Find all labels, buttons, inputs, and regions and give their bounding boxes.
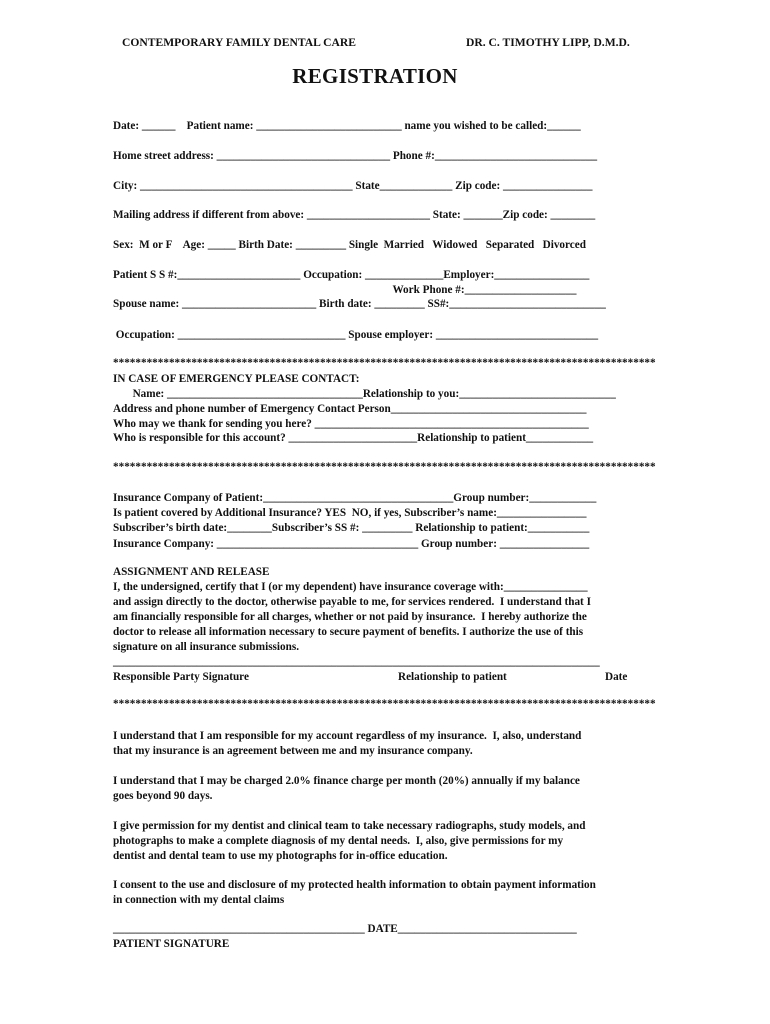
mailing-address-line: Mailing address if different from above: ______________________ State: _______Zip code: ________ bbox=[113, 209, 596, 221]
sex-age-marital-line: Sex: M or F Age: _____ Birth Date: _________ Single Married Widowed Separated Divorced bbox=[113, 239, 586, 251]
spouse-name-line: Spouse name: ________________________ Birth date: _________ SS#:____________________________ bbox=[113, 298, 606, 310]
statement-line: I understand that I am responsible for my account regardless of my insurance. I, also, understand bbox=[113, 730, 582, 742]
emergency-address-line: Address and phone number of Emergency Contact Person___________________________________ bbox=[113, 403, 587, 415]
statement-line: dentist and dental team to use my photographs for in-office education. bbox=[113, 850, 448, 862]
assignment-text-line: and assign directly to the doctor, otherwise payable to me, for services rendered. I understand that I bbox=[113, 596, 591, 608]
responsible-signature-line: _______________________________________________________________________________________ bbox=[113, 656, 600, 668]
statement-line: goes beyond 90 days. bbox=[113, 790, 213, 802]
statement-line: I consent to the use and disclosure of my protected health information to obtain payment information bbox=[113, 879, 596, 891]
statement-line: I give permission for my dentist and clinical team to take necessary radiographs, study models, and bbox=[113, 820, 586, 832]
separator: ************************************************************************************************* bbox=[113, 698, 656, 710]
work-phone-line: Work Phone #:____________________ bbox=[113, 284, 577, 296]
assignment-heading: ASSIGNMENT AND RELEASE bbox=[113, 566, 270, 578]
separator: ************************************************************************************************* bbox=[113, 357, 656, 369]
assignment-text-line: I, the undersigned, certify that I (or my dependent) have insurance coverage with:_______________ bbox=[113, 581, 588, 593]
city-state-zip-line: City: ______________________________________ State_____________ Zip code: ________________ bbox=[113, 180, 593, 192]
page-title: REGISTRATION bbox=[292, 64, 458, 88]
statement-line: in connection with my dental claims bbox=[113, 894, 285, 906]
responsible-party-line: Who is responsible for this account? _______________________Relationship to patient____________ bbox=[113, 432, 594, 444]
insurance-line-2: Is patient covered by Additional Insurance? YES NO, if yes, Subscriber’s name:________________ bbox=[113, 507, 587, 519]
statement-line: that my insurance is an agreement between me and my insurance company. bbox=[113, 745, 473, 757]
patient-date-name-line: Date: ______ Patient name: __________________________ name you wished to be called:______ bbox=[113, 120, 581, 132]
insurance-line-4: Insurance Company: ____________________________________ Group number: ________________ bbox=[113, 538, 590, 550]
assignment-text-line: am financially responsible for all charges, whether or not paid by insurance. I hereby authorize the bbox=[113, 611, 587, 623]
statement-line: photographs to make a complete diagnosis of my dental needs. I, also, give permissions for my bbox=[113, 835, 564, 847]
separator: ************************************************************************************************* bbox=[113, 461, 656, 473]
assignment-text-line: doctor to release all information necessary to secure payment of benefits. I authorize the use of this bbox=[113, 626, 584, 638]
ssn-occupation-employer-line: Patient S S #:______________________ Occupation: ______________Employer:_________________ bbox=[113, 269, 590, 281]
insurance-line-1: Insurance Company of Patient:__________________________________Group number:____________ bbox=[113, 492, 597, 504]
patient-signature-line: _____________________________________________ DATE________________________________ bbox=[113, 923, 577, 935]
emergency-heading: IN CASE OF EMERGENCY PLEASE CONTACT: bbox=[113, 373, 360, 385]
relationship-label: Relationship to patient bbox=[398, 671, 507, 683]
practice-name: CONTEMPORARY FAMILY DENTAL CARE bbox=[122, 36, 356, 49]
emergency-name-line: Name: ___________________________________Relationship to you:____________________________ bbox=[113, 388, 616, 400]
date-label: Date bbox=[605, 671, 628, 683]
assignment-text-line: signature on all insurance submissions. bbox=[113, 641, 299, 653]
insurance-line-3: Subscriber’s birth date:________Subscriber’s SS #: _________ Relationship to patient:___________ bbox=[113, 522, 590, 534]
spouse-occupation-line: Occupation: ______________________________ Spouse employer: _____________________________ bbox=[113, 329, 599, 341]
statement-line: I understand that I may be charged 2.0% finance charge per month (20%) annually if my balance bbox=[113, 775, 580, 787]
responsible-signature-label: Responsible Party Signature bbox=[113, 671, 249, 683]
doctor-name: DR. C. TIMOTHY LIPP, D.M.D. bbox=[466, 36, 630, 49]
home-address-phone-line: Home street address: _______________________________ Phone #:_____________________________ bbox=[113, 150, 598, 162]
patient-signature-label: PATIENT SIGNATURE bbox=[113, 938, 230, 950]
referral-line: Who may we thank for sending you here? _________________________________________________ bbox=[113, 418, 589, 430]
